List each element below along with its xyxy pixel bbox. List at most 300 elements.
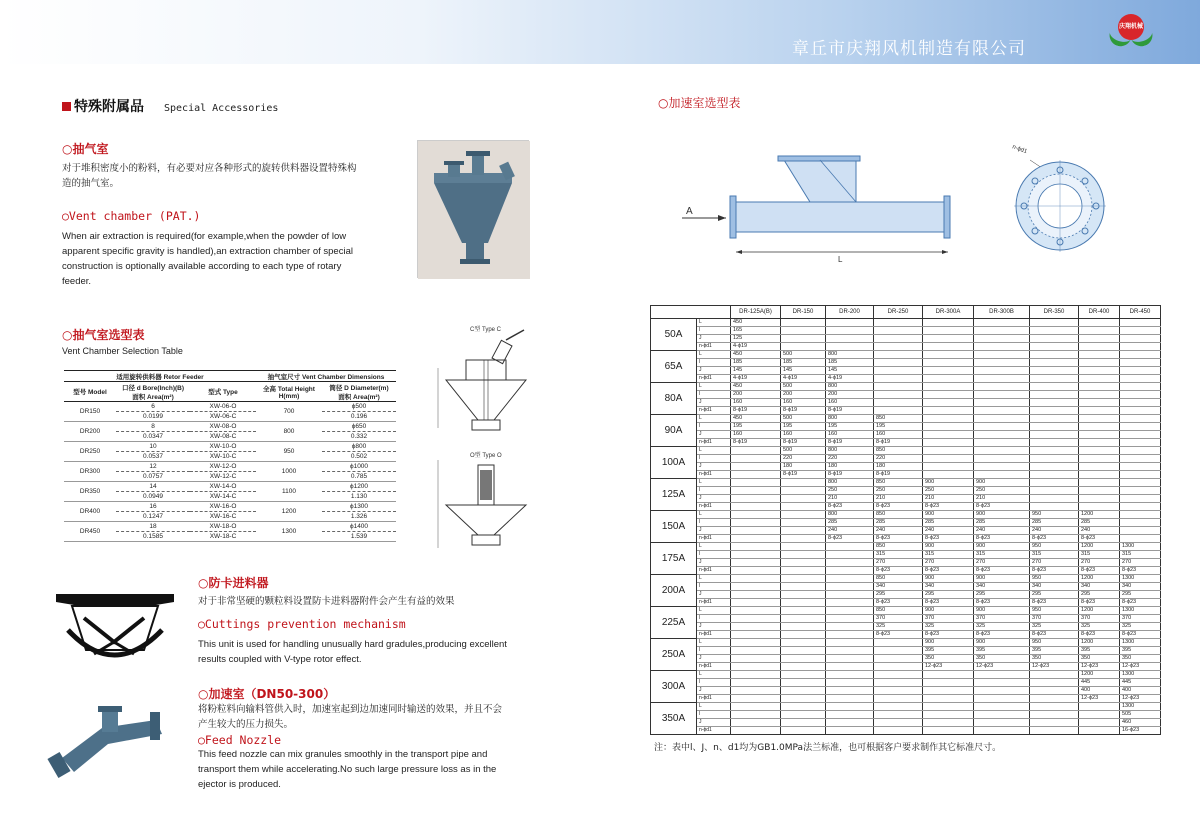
selection-value [1030,431,1079,439]
vent-chamber-drawings [432,320,542,552]
vent-bore: 18 [116,522,190,532]
selection-value: 370 [923,615,974,623]
selection-value [1030,447,1079,455]
selection-param-label: J [697,495,731,503]
flow-label-a: A [686,206,693,217]
selection-value [974,471,1030,479]
selection-value: 8-ϕ23 [874,535,923,543]
selection-param-label: l [697,455,731,463]
selection-value [781,615,826,623]
selection-value [874,711,923,719]
selection-value: 210 [826,495,874,503]
selection-value: 900 [974,543,1030,551]
selection-param-label: L [697,511,731,519]
selection-value [1030,399,1079,407]
selection-value [1079,455,1120,463]
selection-row [651,543,1161,551]
selection-value [923,383,974,391]
selection-param-label: l [697,487,731,495]
selection-value: 800 [826,511,874,519]
selection-row [651,695,1161,703]
selection-col-header: DR-250 [874,306,923,319]
selection-param-label: L [697,319,731,327]
selection-value: 240 [974,527,1030,535]
selection-value: 1200 [1079,575,1120,583]
selection-value [1030,375,1079,383]
selection-value [923,319,974,327]
selection-value: 8-ϕ19 [731,407,781,415]
vent-bore: 10 [116,442,190,452]
vent-height: 800 [256,422,322,442]
selection-value [874,639,923,647]
selection-value [874,327,923,335]
selection-param-label: L [697,415,731,423]
vent-type-o: XW-06-O [190,402,256,412]
selection-value: 8-ϕ23 [826,535,874,543]
selection-value [923,447,974,455]
selection-value: 850 [874,511,923,519]
selection-value [874,679,923,687]
selection-value [1079,383,1120,391]
selection-value [974,463,1030,471]
vent-area: 0.0347 [116,432,190,442]
vent-group-dimensions: 抽气室尺寸 Vent Chamber Dimensions [256,371,396,382]
selection-value [826,623,874,631]
selection-value: 800 [826,351,874,359]
selection-value [974,351,1030,359]
selection-value: 8-ϕ23 [923,567,974,575]
selection-param-label: J [697,463,731,471]
selection-value [974,319,1030,327]
selection-value: 200 [826,391,874,399]
selection-value: 350 [1030,655,1079,663]
selection-value [781,495,826,503]
selection-value: 195 [826,423,874,431]
vent-type-o: XW-12-O [190,462,256,472]
vent-chamber-illustration [418,141,530,279]
vent-bore: 16 [116,502,190,512]
selection-value: 160 [874,431,923,439]
selection-value: 460 [1120,719,1161,727]
selection-value [923,695,974,703]
accel-title-cn: ○加速室（DN50-300） [198,687,336,701]
selection-size: 350A [651,703,697,735]
selection-value: 210 [974,495,1030,503]
selection-value [1079,399,1120,407]
selection-value: 145 [826,367,874,375]
selection-value: 370 [1079,615,1120,623]
selection-value [826,591,874,599]
selection-value: 160 [826,431,874,439]
selection-value [781,319,826,327]
selection-value: 800 [826,447,874,455]
cutting-title-cn: ○防卡进料器 [198,576,269,590]
selection-value [1079,703,1120,711]
selection-value: 850 [874,575,923,583]
selection-value: 340 [874,583,923,591]
selection-value: 220 [874,455,923,463]
selection-value [731,551,781,559]
cutting-desc-en [198,637,538,667]
vent-type-o: XW-14-O [190,482,256,492]
selection-value: 195 [781,423,826,431]
selection-value [974,343,1030,351]
selection-param-label: l [697,423,731,431]
selection-value [1079,391,1120,399]
selection-param-label: J [697,431,731,439]
selection-value [874,343,923,351]
cutting-mechanism-drawing [54,590,176,680]
selection-row [651,359,1161,367]
vent-type-o: XW-18-O [190,522,256,532]
selection-value [731,639,781,647]
selection-value [974,719,1030,727]
selection-value [1030,719,1079,727]
selection-value: 8-ϕ19 [826,439,874,447]
selection-value: 350 [1120,655,1161,663]
selection-value [781,567,826,575]
accel-desc-en-line: transport them while accelerating.No such large pressure loss as in the [198,764,497,775]
selection-value [974,415,1030,423]
selection-value: 8-ϕ19 [781,407,826,415]
selection-value [731,663,781,671]
selection-row [651,327,1161,335]
selection-value: 250 [923,487,974,495]
selection-value: 8-ϕ23 [974,535,1030,543]
selection-value [1030,351,1079,359]
vent-area: 0.0537 [116,452,190,462]
selection-value [1120,383,1161,391]
selection-value: 12-ϕ23 [974,663,1030,671]
type-c-label: C型 Type C [470,327,502,333]
selection-value [974,711,1030,719]
selection-value: 325 [874,623,923,631]
selection-param-label: J [697,591,731,599]
selection-value: 340 [923,583,974,591]
selection-value: 450 [731,319,781,327]
selection-row [651,687,1161,695]
selection-size: 250A [651,639,697,671]
selection-value [974,671,1030,679]
selection-value [923,727,974,735]
selection-value [1120,391,1161,399]
selection-value [781,487,826,495]
vent-type-o: XW-16-O [190,502,256,512]
selection-row [651,551,1161,559]
selection-param-label: J [697,719,731,727]
selection-value [874,407,923,415]
selection-value [826,599,874,607]
selection-col-header: DR-350 [1030,306,1079,319]
selection-row [651,487,1161,495]
selection-value [923,463,974,471]
selection-value: 270 [974,559,1030,567]
selection-value: 185 [731,359,781,367]
selection-value: 295 [1120,591,1161,599]
selection-value [781,719,826,727]
selection-value [826,719,874,727]
selection-value: 285 [1030,519,1079,527]
selection-value [781,519,826,527]
selection-param-label: L [697,479,731,487]
selection-value [1079,487,1120,495]
selection-value [1079,495,1120,503]
selection-value: 12-ϕ23 [1120,695,1161,703]
selection-value [826,695,874,703]
selection-value [874,367,923,375]
selection-value [1120,439,1161,447]
vent-table-title-cn: ○抽气室选型表 [62,328,145,342]
selection-size: 80A [651,383,697,415]
vent-height: 1200 [256,502,322,522]
selection-param-label: J [697,527,731,535]
selection-value [731,519,781,527]
selection-value [1079,351,1120,359]
selection-value: 325 [1030,623,1079,631]
vent-col-type: 型式 Type [190,382,256,402]
selection-value [1030,463,1079,471]
vent-area: 0.0757 [116,472,190,482]
selection-row [651,399,1161,407]
selection-value: 900 [974,575,1030,583]
selection-value: 350 [923,655,974,663]
selection-value: 900 [974,511,1030,519]
selection-value: 240 [874,527,923,535]
selection-value [1030,439,1079,447]
selection-value [826,343,874,351]
section-title-en: Special Accessories [164,103,279,114]
vent-row [64,462,396,472]
vent-row [64,502,396,512]
vent-bore: 8 [116,422,190,432]
vent-desc-en-line: apparent specific gravity is handled),an extraction chamber of special [62,246,353,257]
selection-value: 270 [1120,559,1161,567]
vent-diam-area: 1.130 [322,492,396,502]
selection-param-label: L [697,639,731,647]
selection-col-header: DR-400 [1079,306,1120,319]
selection-param-label: l [697,711,731,719]
selection-value: 210 [874,495,923,503]
selection-value: 270 [1079,559,1120,567]
selection-value [1120,431,1161,439]
selection-value: 8-ϕ23 [1079,567,1120,575]
selection-value [874,391,923,399]
selection-value: 1200 [1079,607,1120,615]
selection-value: 340 [1030,583,1079,591]
selection-value [731,527,781,535]
selection-value [781,607,826,615]
selection-value [1120,519,1161,527]
selection-size: 100A [651,447,697,479]
selection-value [826,711,874,719]
selection-value [1120,319,1161,327]
selection-value: 1300 [1120,703,1161,711]
selection-param-label: J [697,367,731,375]
selection-param-label: L [697,607,731,615]
selection-value [731,495,781,503]
selection-value: 8-ϕ23 [923,535,974,543]
selection-value [731,599,781,607]
selection-value [826,335,874,343]
selection-row [651,663,1161,671]
selection-value [781,647,826,655]
selection-param-label: l [697,615,731,623]
selection-value: 8-ϕ23 [923,631,974,639]
selection-value: 8-ϕ23 [1030,535,1079,543]
vent-model: DR400 [64,502,116,522]
selection-param-label: n-ϕd1 [697,535,731,543]
selection-value: 270 [923,559,974,567]
selection-value: 8-ϕ19 [874,471,923,479]
selection-value: 325 [1079,623,1120,631]
vent-table [64,370,396,542]
selection-value: 285 [1079,519,1120,527]
selection-value [781,591,826,599]
selection-value [731,503,781,511]
selection-value: 500 [781,447,826,455]
vent-model: DR300 [64,462,116,482]
selection-value [1120,495,1161,503]
selection-value [731,455,781,463]
selection-value: 295 [923,591,974,599]
selection-value [1030,455,1079,463]
feed-nozzle-drawing [660,140,980,280]
cutting-desc-en-line: This unit is used for handling unusually hard gradules,producing excellent [198,639,507,650]
selection-value [826,647,874,655]
selection-param-label: J [697,655,731,663]
vent-desc-en-line: feeder. [62,276,92,287]
selection-value [731,559,781,567]
selection-value [874,687,923,695]
header-banner [0,0,1200,64]
selection-value: 900 [974,639,1030,647]
selection-value: 180 [781,463,826,471]
selection-value: 4-ϕ19 [781,375,826,383]
selection-value: 1300 [1120,671,1161,679]
vent-type-c: XW-10-C [190,452,256,462]
selection-value: 4-ϕ19 [731,375,781,383]
selection-value [1120,335,1161,343]
vent-col-height: 全高 Total Height H(mm) [256,382,322,402]
selection-value [781,687,826,695]
selection-value [826,671,874,679]
selection-value [826,639,874,647]
vent-area: 0.1247 [116,512,190,522]
selection-value [731,487,781,495]
selection-value [923,679,974,687]
selection-value: 220 [781,455,826,463]
selection-param-label: l [697,551,731,559]
selection-value [923,375,974,383]
selection-param-label: n-ϕd1 [697,407,731,415]
selection-size: 150A [651,511,697,543]
selection-value: 180 [826,463,874,471]
selection-value [781,671,826,679]
selection-value [974,407,1030,415]
selection-row [651,343,1161,351]
selection-value: 195 [731,423,781,431]
selection-value: 12-ϕ23 [1079,663,1120,671]
selection-value: 295 [974,591,1030,599]
selection-row [651,703,1161,711]
selection-value [1030,383,1079,391]
selection-value: 1300 [1120,607,1161,615]
selection-value [1079,359,1120,367]
selection-value [1120,535,1161,543]
selection-value: 8-ϕ23 [1120,567,1161,575]
selection-value [1079,439,1120,447]
selection-param-label: n-ϕd1 [697,695,731,703]
selection-row [651,631,1161,639]
selection-value: 1300 [1120,543,1161,551]
selection-value [826,663,874,671]
selection-param-label: L [697,671,731,679]
selection-value: 8-ϕ23 [974,567,1030,575]
selection-corner [651,306,731,319]
selection-value [874,671,923,679]
selection-value: 8-ϕ23 [1079,535,1120,543]
selection-value: 950 [1030,607,1079,615]
selection-row [651,559,1161,567]
selection-row [651,375,1161,383]
selection-value [1120,415,1161,423]
selection-param-label: J [697,559,731,567]
vent-diam-area: 0.196 [322,412,396,422]
selection-col-header: DR-200 [826,306,874,319]
vent-height: 1100 [256,482,322,502]
selection-value [1120,527,1161,535]
selection-value: 500 [781,383,826,391]
selection-value [1030,711,1079,719]
vent-diameter: ϕ1300 [322,502,396,512]
selection-row [651,407,1161,415]
selection-value [826,327,874,335]
selection-value: 315 [1030,551,1079,559]
selection-value [731,479,781,487]
vent-diam-area: 0.502 [322,452,396,462]
vent-area: 0.1585 [116,532,190,542]
selection-value [974,375,1030,383]
vent-area: 0.0949 [116,492,190,502]
type-o-label: O型 Type O [470,453,502,459]
selection-value: 800 [826,479,874,487]
selection-value [974,359,1030,367]
selection-value: 950 [1030,575,1079,583]
selection-value [1120,343,1161,351]
selection-value: 350 [1079,655,1120,663]
vent-type-c: XW-08-C [190,432,256,442]
selection-value: 505 [1120,711,1161,719]
vent-diameter: ϕ1000 [322,462,396,472]
selection-value: 8-ϕ19 [781,471,826,479]
vent-model: DR200 [64,422,116,442]
selection-size: 225A [651,607,697,639]
selection-value [1120,359,1161,367]
vent-row [64,482,396,492]
selection-row [651,319,1161,327]
selection-value [1120,375,1161,383]
selection-row [651,647,1161,655]
selection-value [781,343,826,351]
selection-value [826,567,874,575]
selection-value: 160 [731,399,781,407]
accel-desc-en [198,747,538,792]
selection-value [874,703,923,711]
selection-value: 8-ϕ19 [826,471,874,479]
selection-value [1079,719,1120,727]
selection-value: 395 [1030,647,1079,655]
selection-value: 315 [874,551,923,559]
